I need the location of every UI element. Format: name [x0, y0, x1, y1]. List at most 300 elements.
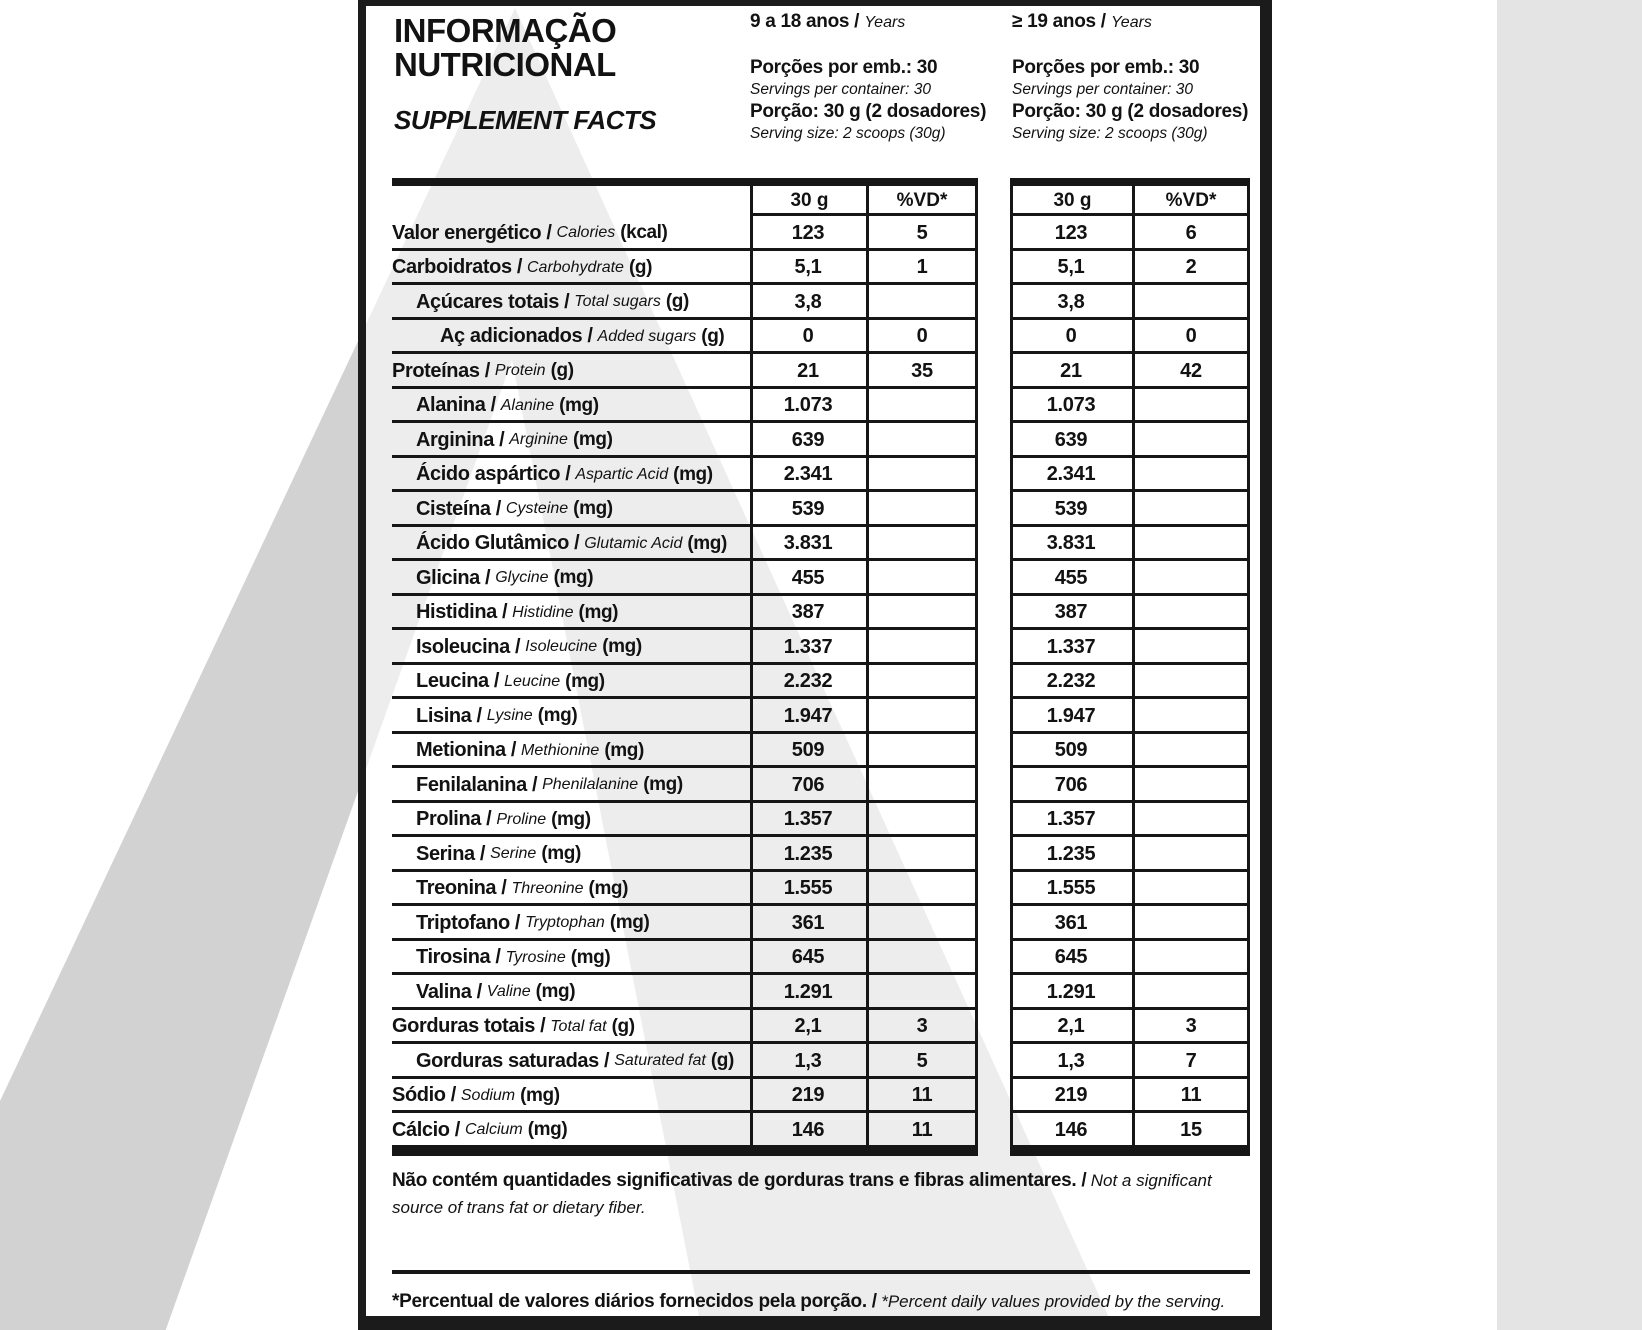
amount-cell-group-1: 387 — [791, 601, 825, 624]
nutrient-unit: (g) — [710, 1050, 734, 1072]
nutrient-name-cell — [366, 251, 750, 286]
age-range-header — [750, 10, 1002, 33]
table-gap — [978, 320, 1010, 355]
table-gap — [978, 1010, 1010, 1045]
nutrient-name-en: Calcium — [464, 1121, 523, 1139]
nutrient-name-cell — [366, 630, 750, 665]
nutrient-name-cell — [366, 699, 750, 734]
nutrient-name-en: Added sugars — [597, 327, 697, 345]
servings-per-container-en: Servings per container: 30 — [1012, 81, 1193, 98]
nutrient-name-cell — [366, 872, 750, 907]
nutrient-unit: (mg) — [537, 705, 578, 727]
table-row — [366, 975, 1260, 1010]
nutrient-name-cell — [366, 492, 750, 527]
dv-cell-group-2: 7 — [1185, 1049, 1197, 1072]
table-gap — [978, 1113, 1010, 1148]
table-gap — [978, 216, 1010, 251]
amount-cell-group-2: 1.357 — [1046, 808, 1096, 831]
dv-cell-group-2 — [1132, 527, 1250, 562]
column-header-amount-2: 30 g — [1053, 190, 1092, 211]
nutrient-unit: (mg) — [551, 808, 591, 830]
dv-cell-group-2 — [1132, 768, 1250, 803]
table-row — [366, 734, 1260, 769]
nutrient-unit: (mg) — [588, 877, 629, 899]
nutrient-name-cell — [366, 665, 750, 700]
table-gap — [978, 1044, 1010, 1079]
serving-info-group-19-plus — [1012, 10, 1264, 144]
dv-cell-group-1: 35 — [911, 359, 933, 382]
amount-cell-group-1: 2,1 — [794, 1015, 822, 1038]
nutrient-name-cell — [366, 1044, 750, 1079]
amount-cell-group-1: 1.555 — [783, 877, 833, 900]
dv-cell-group-2 — [1132, 389, 1250, 424]
table-row — [366, 803, 1260, 838]
table-row — [366, 354, 1260, 389]
amount-cell-group-1: 2.341 — [783, 463, 833, 486]
table-gap — [978, 596, 1010, 631]
age-range-en: Years — [864, 14, 906, 31]
dv-cell-group-1: 1 — [916, 256, 928, 279]
table-gap — [978, 630, 1010, 665]
amount-cell-group-2: 706 — [1054, 773, 1088, 796]
nutrient-unit: (mg) — [527, 1119, 568, 1141]
amount-cell-group-2: 2,1 — [1057, 1015, 1085, 1038]
nutrient-name-pt: Ácido Glutâmico / — [416, 532, 580, 555]
dv-cell-group-1 — [866, 389, 978, 424]
table-gap — [978, 872, 1010, 907]
table-row — [366, 941, 1260, 976]
table-row — [366, 665, 1260, 700]
dv-cell-group-1 — [866, 803, 978, 838]
nutrient-name-cell — [366, 458, 750, 493]
dv-cell-group-1 — [866, 596, 978, 631]
amount-cell-group-2: 1.555 — [1046, 877, 1096, 900]
footnote-divider-line — [392, 1270, 1250, 1274]
nutrient-name-cell — [366, 837, 750, 872]
nutrient-unit: (mg) — [604, 739, 644, 761]
footnote-not-significant-source — [392, 1168, 1250, 1222]
nutrient-unit: (mg) — [573, 498, 613, 520]
nutrient-name-pt: Cálcio / — [392, 1118, 460, 1141]
amount-cell-group-1: 639 — [791, 428, 825, 451]
table-row — [366, 1010, 1260, 1045]
dv-cell-group-1: 11 — [911, 1084, 933, 1107]
table-gap — [978, 389, 1010, 424]
nutrient-name-pt: Lisina / — [416, 704, 482, 727]
amount-cell-group-1: 455 — [791, 566, 825, 589]
table-row — [366, 1079, 1260, 1114]
table-gap — [978, 561, 1010, 596]
nutrient-name-cell — [366, 596, 750, 631]
nutrient-name-pt: Gorduras totais / — [392, 1015, 546, 1038]
dv-cell-group-1 — [866, 837, 978, 872]
dv-cell-group-2: 0 — [1185, 325, 1197, 348]
nutrient-name-pt: Histidina / — [416, 601, 508, 624]
nutrient-unit: (mg) — [541, 843, 581, 865]
label-subtitle: SUPPLEMENT FACTS — [394, 105, 657, 135]
amount-cell-group-1: 509 — [791, 739, 825, 762]
nutrient-unit: (mg) — [520, 1084, 560, 1106]
table-gap — [978, 906, 1010, 941]
nutrient-unit: (mg) — [673, 463, 713, 485]
amount-cell-group-2: 539 — [1054, 497, 1088, 520]
nutrient-unit: (mg) — [559, 394, 599, 416]
amount-cell-group-1: 219 — [791, 1084, 825, 1107]
nutrient-name-pt: Glicina / — [416, 566, 491, 589]
nutrient-name-en: Tryptophan — [525, 914, 605, 932]
amount-cell-group-1: 3.831 — [783, 532, 833, 555]
amount-cell-group-1: 1.073 — [783, 394, 833, 417]
photo-right-edge-strip — [1497, 0, 1642, 1330]
serving-info-group-9-18 — [750, 10, 1002, 144]
nutrient-name-cell — [366, 975, 750, 1010]
nutrient-name-en: Histidine — [512, 603, 574, 621]
column-header-dv-1: %VD* — [896, 190, 948, 211]
footnote-en: *Percent daily values provided by the serving. — [881, 1292, 1226, 1311]
table-gap — [978, 768, 1010, 803]
nutrient-unit: (g) — [611, 1015, 635, 1037]
dv-cell-group-2 — [1132, 423, 1250, 458]
amount-cell-group-2: 639 — [1054, 428, 1088, 451]
nutrient-name-cell — [366, 527, 750, 562]
table-gap — [978, 699, 1010, 734]
dv-cell-group-2 — [1132, 734, 1250, 769]
nutrient-name-pt: Cisteína / — [416, 497, 501, 520]
nutrient-unit: (mg) — [553, 567, 594, 589]
table-row — [366, 320, 1260, 355]
dv-cell-group-2: 6 — [1185, 221, 1197, 244]
nutrient-unit: (mg) — [565, 670, 605, 692]
table-gap — [978, 975, 1010, 1010]
dv-cell-group-2 — [1132, 492, 1250, 527]
footnote-pt: *Percentual de valores diários fornecidos pela porção. / — [392, 1291, 877, 1312]
nutrient-unit: (mg) — [687, 532, 727, 554]
amount-cell-group-2: 0 — [1065, 325, 1077, 348]
row-line-left — [392, 1145, 978, 1148]
amount-cell-group-1: 146 — [791, 1118, 825, 1141]
age-range-header — [1012, 10, 1264, 33]
nutrient-name-en: Carbohydrate — [526, 258, 624, 276]
nutrient-unit: (g) — [701, 325, 725, 347]
footnote-en: Not a significant source of trans fat or dietary fiber. — [392, 1171, 1212, 1217]
nutrient-name-en: Tyrosine — [505, 948, 566, 966]
amount-cell-group-2: 1,3 — [1057, 1049, 1085, 1072]
dv-cell-group-1 — [866, 630, 978, 665]
table-body — [366, 216, 1260, 1148]
table-gap — [978, 251, 1010, 286]
table-row — [366, 906, 1260, 941]
amount-cell-group-1: 2.232 — [783, 670, 833, 693]
nutrient-name-cell — [366, 320, 750, 355]
nutrient-name-pt: Açúcares totais / — [416, 290, 570, 313]
table-row — [366, 1044, 1260, 1079]
nutrient-unit: (mg) — [609, 912, 650, 934]
table-row — [366, 596, 1260, 631]
nutrient-name-cell — [366, 906, 750, 941]
table-row — [366, 1113, 1260, 1148]
nutrient-name-pt: Gorduras saturadas / — [416, 1049, 610, 1072]
footnote-pt: Não contém quantidades significativas de gorduras trans e fibras alimentares. / — [392, 1170, 1087, 1191]
nutrient-name-en: Proline — [496, 810, 547, 828]
table-row — [366, 216, 1260, 251]
nutrient-name-en: Glycine — [495, 569, 549, 587]
amount-cell-group-2: 1.073 — [1046, 394, 1096, 417]
table-gap — [978, 423, 1010, 458]
nutrient-name-pt: Valina / — [416, 980, 482, 1003]
table-row — [366, 768, 1260, 803]
dv-cell-group-2 — [1132, 561, 1250, 596]
nutrient-name-pt: Ácido aspártico / — [416, 463, 571, 486]
dv-cell-group-2 — [1132, 941, 1250, 976]
dv-cell-group-1 — [866, 872, 978, 907]
dv-cell-group-1 — [866, 699, 978, 734]
nutrient-name-pt: Alanina / — [416, 394, 496, 417]
servings-per-container-pt: Porções por emb.: 30 — [1012, 57, 1200, 78]
nutrient-unit: (g) — [628, 256, 652, 278]
amount-cell-group-1: 645 — [791, 946, 825, 969]
nutrient-name-en: Serine — [490, 845, 537, 863]
dv-cell-group-2: 11 — [1180, 1084, 1202, 1107]
nutrient-name-cell — [366, 354, 750, 389]
amount-cell-group-1: 123 — [791, 221, 825, 244]
amount-cell-group-2: 5,1 — [1057, 256, 1085, 279]
amount-cell-group-2: 219 — [1054, 1084, 1088, 1107]
dv-cell-group-1 — [866, 734, 978, 769]
dv-cell-group-2 — [1132, 285, 1250, 320]
amount-cell-group-2: 3,8 — [1057, 290, 1085, 313]
nutrient-name-cell — [366, 285, 750, 320]
dv-cell-group-1 — [866, 561, 978, 596]
amount-cell-group-2: 1.947 — [1046, 704, 1096, 727]
dv-cell-group-1 — [866, 458, 978, 493]
age-range-pt: 9 a 18 anos / — [750, 11, 860, 32]
amount-cell-group-2: 2.232 — [1046, 670, 1096, 693]
nutrient-name-pt: Isoleucina / — [416, 635, 521, 658]
table-gap — [978, 734, 1010, 769]
table-row — [366, 458, 1260, 493]
nutrient-name-pt: Sódio / — [392, 1084, 456, 1107]
footnote-percent-daily-values — [392, 1291, 1250, 1313]
table-gap — [978, 837, 1010, 872]
title-line-2: NUTRICIONAL — [394, 46, 616, 83]
nutrient-name-cell — [366, 423, 750, 458]
nutrient-name-en: Protein — [494, 362, 546, 380]
amount-cell-group-2: 1.235 — [1046, 842, 1096, 865]
amount-cell-group-2: 509 — [1054, 739, 1088, 762]
amount-cell-group-2: 455 — [1054, 566, 1088, 589]
amount-cell-group-2: 123 — [1054, 221, 1088, 244]
amount-cell-group-1: 706 — [791, 773, 825, 796]
nutrient-name-en: Leucine — [504, 672, 561, 690]
dv-cell-group-1: 0 — [916, 325, 928, 348]
amount-cell-group-2: 387 — [1054, 601, 1088, 624]
amount-cell-group-1: 1,3 — [794, 1049, 822, 1072]
dv-cell-group-2: 42 — [1180, 359, 1202, 382]
dv-cell-group-2: 3 — [1185, 1015, 1197, 1038]
nutrient-name-pt: Arginina / — [416, 428, 505, 451]
dv-cell-group-2 — [1132, 699, 1250, 734]
nutrient-name-en: Total fat — [550, 1017, 607, 1035]
label-title — [394, 14, 616, 82]
dv-cell-group-2 — [1132, 596, 1250, 631]
nutrient-name-cell — [366, 1079, 750, 1114]
amount-cell-group-1: 539 — [791, 497, 825, 520]
servings-per-container-pt: Porções por emb.: 30 — [750, 57, 938, 78]
table-row — [366, 527, 1260, 562]
nutrient-name-cell — [366, 803, 750, 838]
nutrient-name-pt: Treonina / — [416, 877, 507, 900]
nutrient-name-cell — [366, 1010, 750, 1045]
dv-cell-group-2: 15 — [1180, 1118, 1202, 1141]
table-gap — [978, 665, 1010, 700]
nutrient-name-en: Alanine — [500, 396, 555, 414]
nutrition-label-panel — [358, 0, 1272, 1330]
nutrient-name-pt: Leucina / — [416, 670, 500, 693]
nutrient-unit: (mg) — [535, 981, 576, 1003]
amount-cell-group-1: 361 — [791, 911, 825, 934]
table-gap — [978, 941, 1010, 976]
dv-cell-group-1 — [866, 941, 978, 976]
nutrient-name-en: Aspartic Acid — [575, 465, 669, 483]
dv-cell-group-2 — [1132, 458, 1250, 493]
nutrient-name-en: Valine — [486, 983, 531, 1001]
nutrient-name-en: Phenilalanine — [542, 776, 639, 794]
nutrient-name-en: Glutamic Acid — [584, 534, 683, 552]
dv-cell-group-1 — [866, 423, 978, 458]
amount-cell-group-1: 0 — [802, 325, 814, 348]
nutrient-name-cell — [366, 1113, 750, 1148]
amount-cell-group-2: 21 — [1060, 359, 1082, 382]
table-gap — [978, 492, 1010, 527]
dv-cell-group-2 — [1132, 803, 1250, 838]
table-row — [366, 561, 1260, 596]
nutrient-name-pt: Prolina / — [416, 808, 492, 831]
nutrient-unit: (mg) — [572, 429, 613, 451]
serving-size-en: Serving size: 2 scoops (30g) — [750, 125, 946, 142]
dv-cell-group-1: 5 — [916, 1049, 928, 1072]
amount-cell-group-1: 1.337 — [783, 635, 833, 658]
dv-cell-group-2: 2 — [1185, 256, 1197, 279]
nutrient-unit: (mg) — [570, 946, 611, 968]
nutrient-name-en: Sodium — [460, 1086, 516, 1104]
dv-cell-group-2 — [1132, 906, 1250, 941]
amount-cell-group-1: 5,1 — [794, 256, 822, 279]
dv-cell-group-1 — [866, 285, 978, 320]
nutrient-name-en: Lysine — [486, 707, 533, 725]
nutrient-name-en: Threonine — [511, 879, 584, 897]
dv-cell-group-1 — [866, 492, 978, 527]
nutrient-name-en: Total sugars — [574, 293, 661, 311]
table-bottom-bar-right — [1010, 1148, 1250, 1156]
nutrient-name-pt: Metionina / — [416, 739, 517, 762]
amount-cell-group-1: 1.291 — [783, 980, 833, 1003]
serving-size-en: Serving size: 2 scoops (30g) — [1012, 125, 1208, 142]
dv-cell-group-2 — [1132, 837, 1250, 872]
table-gap — [978, 354, 1010, 389]
nutrient-unit: (kcal) — [620, 222, 668, 244]
amount-cell-group-1: 3,8 — [794, 290, 822, 313]
nutrient-name-pt: Carboidratos / — [392, 256, 522, 279]
serving-size-pt: Porção: 30 g (2 dosadores) — [1012, 101, 1249, 122]
nutrient-name-pt: Triptofano / — [416, 911, 521, 934]
table-row — [366, 492, 1260, 527]
nutrient-unit: (mg) — [643, 774, 683, 796]
nutrient-unit: (mg) — [578, 601, 619, 623]
nutrient-name-cell — [366, 941, 750, 976]
nutrient-name-cell — [366, 389, 750, 424]
nutrient-name-pt: Aç adicionados / — [440, 325, 593, 348]
column-header-dv-2: %VD* — [1165, 190, 1217, 211]
table-gap — [978, 285, 1010, 320]
nutrient-name-en: Arginine — [509, 431, 568, 449]
amount-cell-group-2: 3.831 — [1046, 532, 1096, 555]
dv-cell-group-2 — [1132, 975, 1250, 1010]
age-range-pt: ≥ 19 anos / — [1012, 11, 1106, 32]
amount-cell-group-2: 146 — [1054, 1118, 1088, 1141]
table-row — [366, 837, 1260, 872]
table-row — [366, 699, 1260, 734]
serving-size-pt: Porção: 30 g (2 dosadores) — [750, 101, 987, 122]
nutrient-name-pt: Serina / — [416, 842, 486, 865]
title-line-1: INFORMAÇÃO — [394, 12, 617, 49]
table-gap — [978, 458, 1010, 493]
table-gap — [978, 803, 1010, 838]
nutrient-name-cell — [366, 734, 750, 769]
nutrient-name-en: Methionine — [521, 741, 600, 759]
nutrient-name-pt: Proteínas / — [392, 359, 490, 382]
amount-cell-group-2: 1.337 — [1046, 635, 1096, 658]
dv-cell-group-2 — [1132, 665, 1250, 700]
dv-cell-group-1 — [866, 906, 978, 941]
nutrient-name-cell — [366, 216, 750, 251]
nutrient-unit: (g) — [665, 291, 689, 313]
nutrient-name-en: Saturated fat — [614, 1052, 706, 1070]
row-line-right — [1010, 1145, 1250, 1148]
nutrient-name-en: Calories — [556, 224, 616, 242]
table-row — [366, 285, 1260, 320]
table-top-bar-left — [392, 178, 978, 186]
nutrient-unit: (g) — [550, 360, 574, 382]
amount-cell-group-2: 2.341 — [1046, 463, 1096, 486]
dv-cell-group-1: 3 — [916, 1015, 928, 1038]
table-row — [366, 423, 1260, 458]
nutrient-name-pt: Tirosina / — [416, 946, 501, 969]
amount-cell-group-1: 1.947 — [783, 704, 833, 727]
table-row — [366, 872, 1260, 907]
dv-cell-group-1 — [866, 527, 978, 562]
table-row — [366, 251, 1260, 286]
dv-cell-group-2 — [1132, 872, 1250, 907]
nutrient-name-en: Isoleucine — [525, 638, 598, 656]
table-gap — [978, 527, 1010, 562]
amount-cell-group-2: 1.291 — [1046, 980, 1096, 1003]
nutrient-name-pt: Valor energético / — [392, 221, 552, 244]
dv-cell-group-1: 11 — [911, 1118, 933, 1141]
table-row — [366, 389, 1260, 424]
dv-cell-group-1 — [866, 975, 978, 1010]
table-row — [366, 630, 1260, 665]
nutrient-name-pt: Fenilalanina / — [416, 773, 538, 796]
servings-per-container-en: Servings per container: 30 — [750, 81, 931, 98]
nutrient-name-en: Cysteine — [505, 500, 569, 518]
nutrient-unit: (mg) — [602, 636, 642, 658]
amount-cell-group-1: 21 — [797, 359, 819, 382]
dv-cell-group-2 — [1132, 630, 1250, 665]
dv-cell-group-1 — [866, 768, 978, 803]
amount-cell-group-1: 1.357 — [783, 808, 833, 831]
table-top-bar-right — [1010, 178, 1250, 186]
amount-cell-group-2: 645 — [1054, 946, 1088, 969]
